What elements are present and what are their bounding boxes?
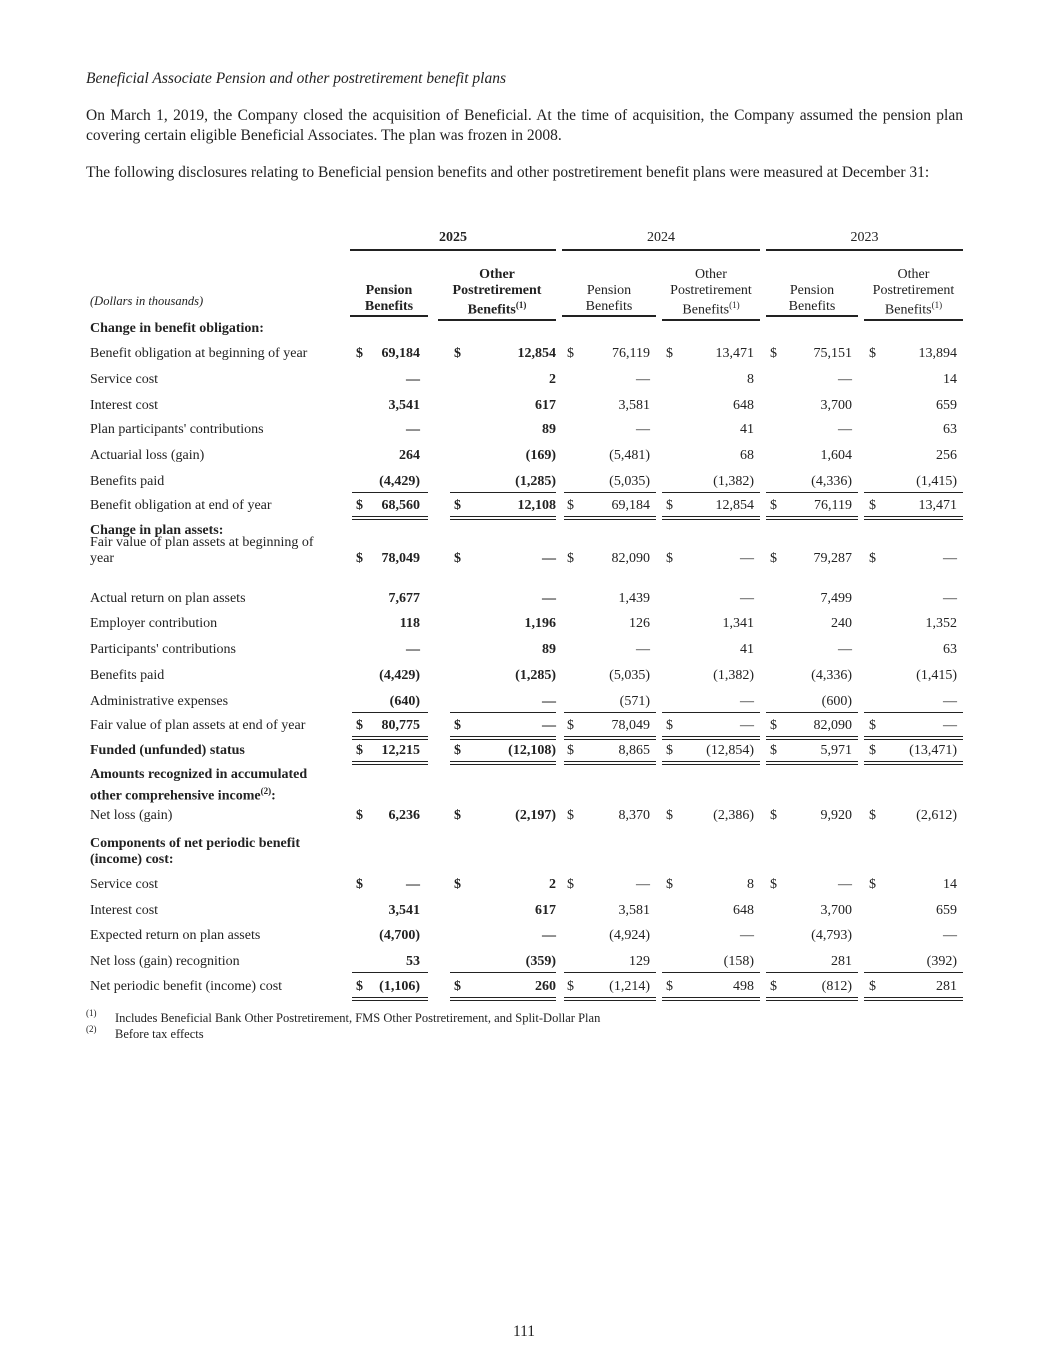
table-cell: 7,677 bbox=[388, 591, 420, 606]
dollar-sign: $ bbox=[356, 808, 363, 823]
subtotal-rule bbox=[450, 972, 556, 973]
dollar-sign: $ bbox=[869, 743, 876, 758]
table-cell: (1,214) bbox=[609, 979, 650, 994]
table-cell: 14 bbox=[943, 372, 957, 387]
table-cell: 76,119 bbox=[814, 498, 852, 513]
row-label: Interest cost bbox=[90, 398, 159, 413]
table-cell: (1,285) bbox=[515, 474, 556, 489]
subtotal-rule bbox=[662, 492, 760, 493]
table-cell: 75,151 bbox=[813, 346, 852, 361]
table-cell: 3,581 bbox=[618, 398, 650, 413]
table-cell: — bbox=[740, 551, 754, 566]
table-cell: 63 bbox=[943, 422, 957, 437]
table-cell: 13,894 bbox=[918, 346, 957, 361]
table-cell: (5,035) bbox=[609, 668, 650, 683]
table-cell: (12,108) bbox=[508, 743, 556, 758]
row-label: Expected return on plan assets bbox=[90, 928, 261, 943]
table-cell: 256 bbox=[936, 448, 957, 463]
row-label: Funded (unfunded) status bbox=[90, 743, 245, 758]
table-cell: 126 bbox=[629, 616, 650, 631]
dollar-sign: $ bbox=[770, 346, 777, 361]
table-cell: — bbox=[636, 877, 650, 892]
table-cell: — bbox=[838, 877, 852, 892]
table-cell: (1,415) bbox=[916, 474, 957, 489]
total-double-rule bbox=[450, 761, 556, 765]
table-cell: 264 bbox=[399, 448, 420, 463]
row-label: Administrative expenses bbox=[90, 694, 229, 709]
table-cell: (158) bbox=[723, 954, 754, 969]
table-cell: — bbox=[740, 718, 754, 733]
table-cell: (2,386) bbox=[713, 808, 754, 823]
row-label: Net loss (gain) bbox=[90, 808, 173, 823]
units-note: (Dollars in thousands) bbox=[90, 294, 204, 308]
table-cell: 9,920 bbox=[820, 808, 852, 823]
dollar-sign: $ bbox=[869, 346, 876, 361]
intro-paragraph: On March 1, 2019, the Company closed the acquisition of Beneficial. At the time of acquisition, the Company assumed the pension plan covering certain eligible Beneficial Associates. The plan was frozen in 2008. bbox=[86, 107, 963, 144]
table-cell: 3,541 bbox=[388, 903, 420, 918]
col-header-other-2023: Other Postretirement Benefits$^{(1)}$ bbox=[864, 267, 963, 321]
table-cell: 3,700 bbox=[820, 903, 852, 918]
subtotal-rule bbox=[662, 712, 760, 713]
dollar-sign: $ bbox=[666, 498, 673, 513]
total-double-rule bbox=[864, 997, 963, 1001]
subtotal-rule bbox=[450, 712, 556, 713]
table-cell: 240 bbox=[831, 616, 852, 631]
table-cell: 498 bbox=[733, 979, 754, 994]
subtotal-rule bbox=[352, 712, 428, 713]
dollar-sign: $ bbox=[454, 743, 461, 758]
table-cell: (4,429) bbox=[379, 668, 420, 683]
dollar-sign: $ bbox=[869, 808, 876, 823]
dollar-sign: $ bbox=[567, 551, 574, 566]
table-cell: 8 bbox=[747, 877, 754, 892]
dollar-sign: $ bbox=[454, 498, 461, 513]
table-cell: 3,700 bbox=[820, 398, 852, 413]
table-cell: 82,090 bbox=[611, 551, 650, 566]
total-double-rule bbox=[864, 516, 963, 520]
total-double-rule bbox=[662, 736, 760, 740]
total-double-rule bbox=[450, 516, 556, 520]
table-cell: 7,499 bbox=[820, 591, 852, 606]
table-cell: — bbox=[636, 642, 650, 657]
table-cell: 89 bbox=[542, 422, 556, 437]
table-cell: — bbox=[636, 422, 650, 437]
table-cell: (1,382) bbox=[713, 474, 754, 489]
row-label: Net periodic benefit (income) cost bbox=[90, 979, 283, 994]
table-cell: 281 bbox=[936, 979, 957, 994]
table-cell: 68 bbox=[740, 448, 754, 463]
table-cell: 82,090 bbox=[813, 718, 852, 733]
table-cell: — bbox=[943, 551, 957, 566]
table-cell: (4,336) bbox=[811, 668, 852, 683]
table-cell: 648 bbox=[733, 398, 754, 413]
table-cell: — bbox=[740, 928, 754, 943]
total-double-rule bbox=[864, 736, 963, 740]
dollar-sign: $ bbox=[567, 718, 574, 733]
table-cell: 659 bbox=[936, 398, 957, 413]
dollar-sign: $ bbox=[770, 979, 777, 994]
total-double-rule bbox=[450, 736, 556, 740]
dollar-sign: $ bbox=[770, 718, 777, 733]
table-cell: 118 bbox=[399, 616, 420, 631]
dollar-sign: $ bbox=[356, 743, 363, 758]
col-header-pension-2023: Pension Benefits bbox=[766, 283, 858, 317]
dollar-sign: $ bbox=[666, 551, 673, 566]
dollar-sign: $ bbox=[666, 743, 673, 758]
total-double-rule bbox=[766, 761, 858, 765]
table-cell: 3,581 bbox=[618, 903, 650, 918]
total-double-rule bbox=[352, 761, 428, 765]
table-cell: 41 bbox=[740, 422, 754, 437]
table-cell: 260 bbox=[535, 979, 556, 994]
table-cell: 69,184 bbox=[611, 498, 650, 513]
dollar-sign: $ bbox=[454, 346, 461, 361]
dollar-sign: $ bbox=[567, 743, 574, 758]
table-cell: 63 bbox=[943, 642, 957, 657]
table-cell: — bbox=[406, 372, 420, 387]
year-header-2023: 2023 bbox=[766, 227, 963, 251]
total-double-rule bbox=[662, 516, 760, 520]
row-label: Benefit obligation at end of year bbox=[90, 498, 272, 513]
subtotal-rule bbox=[564, 712, 656, 713]
table-cell: 617 bbox=[535, 903, 556, 918]
table-cell: 12,854 bbox=[715, 498, 754, 513]
row-label: Net loss (gain) recognition bbox=[90, 954, 240, 969]
subtotal-rule bbox=[662, 972, 760, 973]
table-cell: — bbox=[542, 718, 556, 733]
dollar-sign: $ bbox=[869, 718, 876, 733]
table-cell: (4,793) bbox=[811, 928, 852, 943]
dollar-sign: $ bbox=[770, 551, 777, 566]
table-cell: (571) bbox=[619, 694, 650, 709]
table-cell: — bbox=[406, 422, 420, 437]
row-label: Participants' contributions bbox=[90, 642, 237, 657]
col-header-pension-2025: Pension Benefits bbox=[350, 283, 428, 317]
table-cell: 3,541 bbox=[388, 398, 420, 413]
col-header-other-2025: Other Postretirement Benefits$^{(1)}$ bbox=[438, 267, 556, 321]
table-cell: (2,197) bbox=[515, 808, 556, 823]
table-cell: — bbox=[838, 642, 852, 657]
disclosure-paragraph: The following disclosures relating to Beneficial pension benefits and other postretirement benefit plans were measured at December 31: bbox=[86, 164, 930, 181]
table-cell: 129 bbox=[629, 954, 650, 969]
table-cell: (640) bbox=[389, 694, 420, 709]
subtotal-rule bbox=[864, 972, 963, 973]
table-cell: 1,352 bbox=[925, 616, 957, 631]
table-cell: 80,775 bbox=[381, 718, 420, 733]
table-cell: — bbox=[542, 928, 556, 943]
year-header-2025: 2025 bbox=[350, 227, 556, 251]
table-cell: (5,035) bbox=[609, 474, 650, 489]
table-cell: 41 bbox=[740, 642, 754, 657]
dollar-sign: $ bbox=[869, 979, 876, 994]
table-cell: 78,049 bbox=[381, 551, 420, 566]
dollar-sign: $ bbox=[666, 346, 673, 361]
row-label: Plan participants' contributions bbox=[90, 422, 264, 437]
table-cell: — bbox=[943, 718, 957, 733]
dollar-sign: $ bbox=[454, 551, 461, 566]
table-cell: (4,429) bbox=[379, 474, 420, 489]
table-cell: (4,700) bbox=[379, 928, 420, 943]
row-label: Fair value of plan assets at end of year bbox=[90, 718, 306, 733]
total-double-rule bbox=[352, 997, 428, 1001]
total-double-rule bbox=[352, 516, 428, 520]
row-label: Actuarial loss (gain) bbox=[90, 448, 205, 463]
table-cell: 2 bbox=[549, 372, 556, 387]
col-header-pension-2024: Pension Benefits bbox=[562, 283, 656, 317]
table-cell: 1,439 bbox=[618, 591, 650, 606]
table-cell: 53 bbox=[406, 954, 420, 969]
year-header-2024: 2024 bbox=[562, 227, 760, 251]
table-cell: 78,049 bbox=[611, 718, 650, 733]
table-cell: (1,285) bbox=[515, 668, 556, 683]
dollar-sign: $ bbox=[356, 718, 363, 733]
row-label: Actual return on plan assets bbox=[90, 591, 246, 606]
dollar-sign: $ bbox=[770, 498, 777, 513]
col-header-other-2024: Other Postretirement Benefits$^{(1)}$ bbox=[662, 267, 760, 321]
dollar-sign: $ bbox=[666, 808, 673, 823]
table-cell: (1,415) bbox=[916, 668, 957, 683]
dollar-sign: $ bbox=[666, 718, 673, 733]
dollar-sign: $ bbox=[567, 877, 574, 892]
total-double-rule bbox=[864, 761, 963, 765]
dollar-sign: $ bbox=[666, 979, 673, 994]
total-double-rule bbox=[564, 736, 656, 740]
dollar-sign: $ bbox=[770, 743, 777, 758]
table-cell: — bbox=[838, 422, 852, 437]
subtotal-rule bbox=[766, 492, 858, 493]
table-cell: — bbox=[943, 694, 957, 709]
subtotal-rule bbox=[352, 492, 428, 493]
table-cell: 76,119 bbox=[612, 346, 650, 361]
row-label: Fair value of plan assets at beginning of year bbox=[90, 535, 314, 566]
table-cell: (4,336) bbox=[811, 474, 852, 489]
table-cell: — bbox=[406, 877, 420, 892]
table-cell: — bbox=[838, 372, 852, 387]
dollar-sign: $ bbox=[454, 979, 461, 994]
table-cell: 2 bbox=[549, 877, 556, 892]
dollar-sign: $ bbox=[356, 551, 363, 566]
table-cell: — bbox=[740, 694, 754, 709]
dollar-sign: $ bbox=[454, 718, 461, 733]
table-cell: 1,341 bbox=[722, 616, 754, 631]
table-cell: (600) bbox=[821, 694, 852, 709]
table-cell: 8,370 bbox=[618, 808, 650, 823]
subtotal-rule bbox=[864, 712, 963, 713]
subtotal-rule bbox=[450, 492, 556, 493]
subtotal-rule bbox=[564, 492, 656, 493]
table-cell: — bbox=[943, 591, 957, 606]
row-label: Service cost bbox=[90, 877, 159, 892]
total-double-rule bbox=[564, 761, 656, 765]
table-cell: 79,287 bbox=[813, 551, 852, 566]
table-cell: 8,865 bbox=[618, 743, 650, 758]
table-cell: 6,236 bbox=[388, 808, 420, 823]
table-cell: (359) bbox=[525, 954, 556, 969]
row-label: Benefits paid bbox=[90, 668, 165, 683]
section-heading: Beneficial Associate Pension and other postretirement benefit plans bbox=[86, 70, 507, 87]
dollar-sign: $ bbox=[356, 979, 363, 994]
total-double-rule bbox=[564, 997, 656, 1001]
total-double-rule bbox=[766, 997, 858, 1001]
table-cell: — bbox=[542, 551, 556, 566]
table-cell: (4,924) bbox=[609, 928, 650, 943]
table-cell: — bbox=[943, 928, 957, 943]
table-cell: (1,106) bbox=[379, 979, 420, 994]
table-cell: — bbox=[542, 694, 556, 709]
table-cell: 12,108 bbox=[517, 498, 556, 513]
total-double-rule bbox=[564, 516, 656, 520]
table-cell: — bbox=[406, 642, 420, 657]
table-cell: — bbox=[740, 591, 754, 606]
total-double-rule bbox=[766, 736, 858, 740]
dollar-sign: $ bbox=[869, 551, 876, 566]
table-cell: (13,471) bbox=[909, 743, 957, 758]
subtotal-rule bbox=[352, 972, 428, 973]
subtotal-rule bbox=[864, 492, 963, 493]
row-label: Benefit obligation at beginning of year bbox=[90, 346, 308, 361]
table-cell: 89 bbox=[542, 642, 556, 657]
table-cell: 68,560 bbox=[381, 498, 420, 513]
table-cell: 1,196 bbox=[524, 616, 556, 631]
dollar-sign: $ bbox=[356, 877, 363, 892]
table-cell: 14 bbox=[943, 877, 957, 892]
dollar-sign: $ bbox=[869, 498, 876, 513]
dollar-sign: $ bbox=[454, 808, 461, 823]
dollar-sign: $ bbox=[770, 877, 777, 892]
row-label: Employer contribution bbox=[90, 616, 218, 631]
total-double-rule bbox=[352, 736, 428, 740]
table-cell: — bbox=[542, 591, 556, 606]
row-label: Interest cost bbox=[90, 903, 159, 918]
total-double-rule bbox=[450, 997, 556, 1001]
table-cell: (12,854) bbox=[706, 743, 754, 758]
table-cell: 1,604 bbox=[820, 448, 852, 463]
dollar-sign: $ bbox=[356, 498, 363, 513]
dollar-sign: $ bbox=[567, 346, 574, 361]
dollar-sign: $ bbox=[356, 346, 363, 361]
dollar-sign: $ bbox=[567, 979, 574, 994]
table-cell: — bbox=[636, 372, 650, 387]
row-label: Service cost bbox=[90, 372, 159, 387]
dollar-sign: $ bbox=[770, 808, 777, 823]
dollar-sign: $ bbox=[567, 808, 574, 823]
table-cell: 281 bbox=[831, 954, 852, 969]
subtotal-rule bbox=[766, 712, 858, 713]
table-cell: 69,184 bbox=[381, 346, 420, 361]
table-cell: 12,215 bbox=[381, 743, 420, 758]
table-cell: (5,481) bbox=[609, 448, 650, 463]
dollar-sign: $ bbox=[666, 877, 673, 892]
table-cell: (169) bbox=[525, 448, 556, 463]
table-cell: 13,471 bbox=[715, 346, 754, 361]
dollar-sign: $ bbox=[869, 877, 876, 892]
total-double-rule bbox=[662, 997, 760, 1001]
dollar-sign: $ bbox=[454, 877, 461, 892]
row-label: Benefits paid bbox=[90, 474, 165, 489]
table-cell: 617 bbox=[535, 398, 556, 413]
subtotal-rule bbox=[564, 972, 656, 973]
total-double-rule bbox=[662, 761, 760, 765]
table-cell: (1,382) bbox=[713, 668, 754, 683]
dollar-sign: $ bbox=[567, 498, 574, 513]
page-number: 111 bbox=[512, 1323, 536, 1340]
table-cell: 12,854 bbox=[517, 346, 556, 361]
table-cell: 5,971 bbox=[820, 743, 852, 758]
subtotal-rule bbox=[766, 972, 858, 973]
table-cell: (812) bbox=[821, 979, 852, 994]
total-double-rule bbox=[766, 516, 858, 520]
table-cell: 13,471 bbox=[918, 498, 957, 513]
table-cell: 648 bbox=[733, 903, 754, 918]
table-cell: 8 bbox=[747, 372, 754, 387]
table-cell: (2,612) bbox=[916, 808, 957, 823]
table-cell: 659 bbox=[936, 903, 957, 918]
table-cell: (392) bbox=[926, 954, 957, 969]
